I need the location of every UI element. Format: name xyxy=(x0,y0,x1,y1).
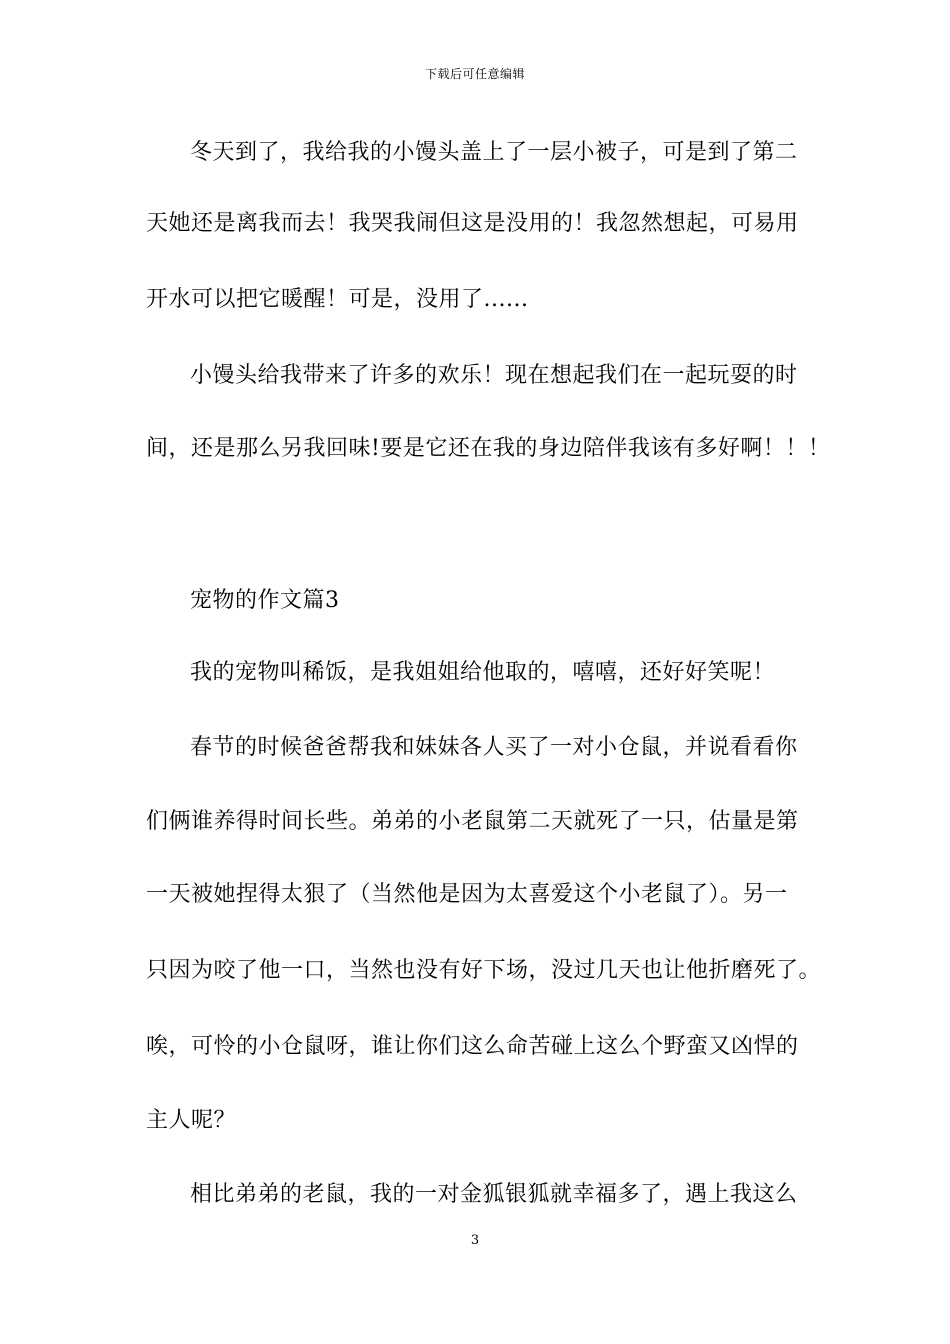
section-heading: 宠物的作文篇3 xyxy=(190,588,340,613)
text-line: 我的宠物叫稀饭，是我姐姐给他取的，嘻嘻，还好好笑呢！ xyxy=(190,660,776,685)
text-line: 天她还是离我而去！我哭我闹但这是没用的！我忽然想起，可易用 xyxy=(146,211,799,236)
text-line: 们俩谁养得时间长些。弟弟的小老鼠第二天就死了一只，估量是第 xyxy=(146,809,799,834)
text-line: 小馒头给我带来了许多的欢乐！现在想起我们在一起玩耍的时 xyxy=(190,363,798,388)
page-header-note: 下载后可任意编辑 xyxy=(424,67,525,81)
page-number: 3 xyxy=(470,1233,480,1248)
text-line: 唉，可怜的小仓鼠呀，谁让你们这么命苦碰上这么个野蛮又凶悍的 xyxy=(146,1034,799,1059)
text-line: 相比弟弟的老鼠，我的一对金狐银狐就幸福多了，遇上我这么 xyxy=(190,1182,798,1207)
text-line: 一天被她捏得太狠了（当然他是因为太喜爱这个小老鼠了）。另一 xyxy=(146,882,788,907)
text-line: 间，还是那么另我回味!要是它还在我的身边陪伴我该有多好啊！！！ xyxy=(146,436,831,461)
text-line: 只因为咬了他一口，当然也没有好下场，没过几天也让他折磨死了。 xyxy=(146,958,822,983)
text-line: 春节的时候爸爸帮我和妹妹各人买了一对小仓鼠，并说看看你 xyxy=(190,735,798,760)
text-line: 主人呢？ xyxy=(146,1108,237,1133)
text-line: 冬天到了，我给我的小馒头盖上了一层小被子，可是到了第二 xyxy=(190,140,798,165)
text-line: 开水可以把它暖醒！可是，没用了...... xyxy=(146,287,529,312)
